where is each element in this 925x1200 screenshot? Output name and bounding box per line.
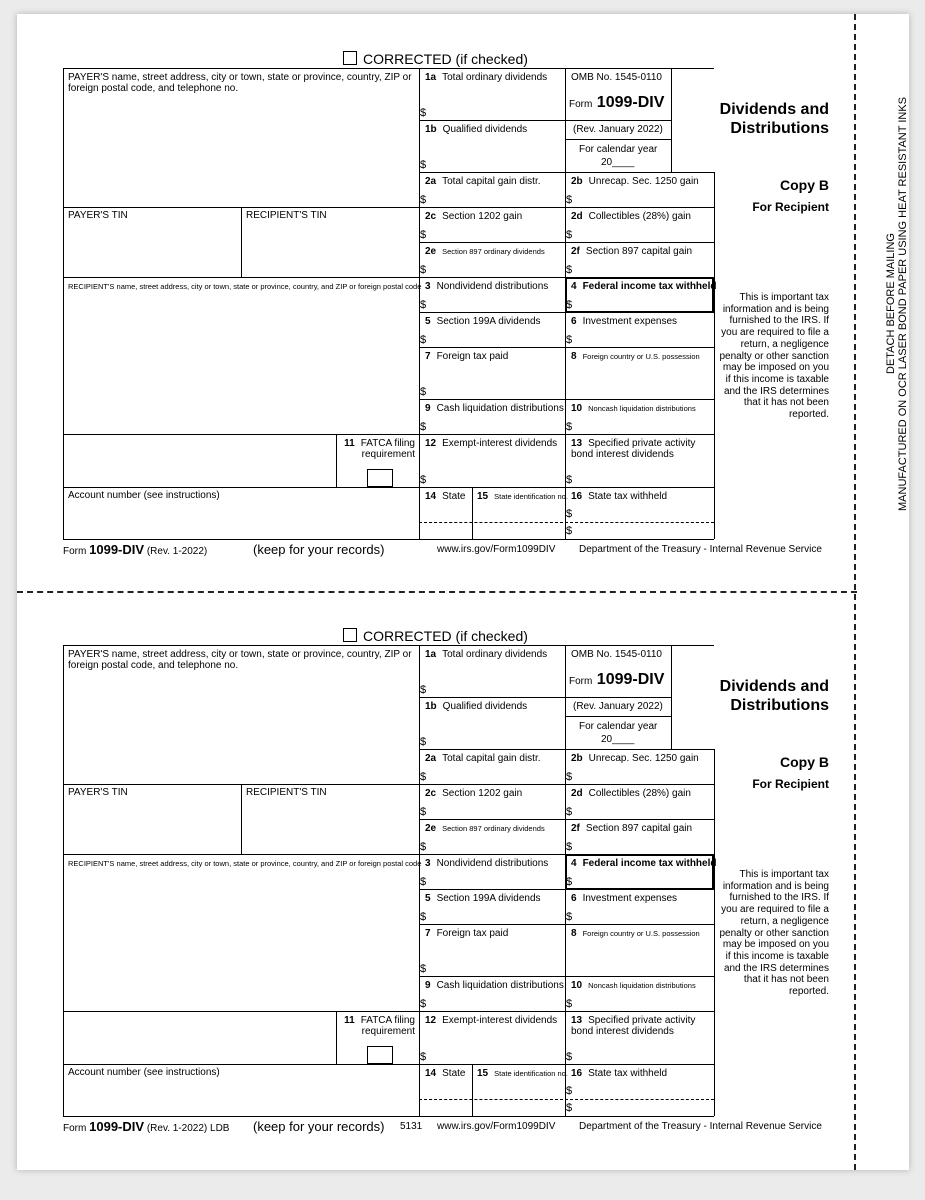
box-2c-dollar: $ <box>420 806 427 818</box>
box-12-dollar: $ <box>420 1051 427 1063</box>
box-15-label: 15 State identification no. <box>477 491 568 502</box>
box-2d-label: 2d Collectibles (28%) gain <box>571 211 691 222</box>
box-2b-label: 2b Unrecap. Sec. 1250 gain <box>571 176 699 187</box>
box-1b-dollar: $ <box>420 159 427 171</box>
box-10-dollar: $ <box>566 421 573 433</box>
box-2c-dollar: $ <box>420 229 427 241</box>
box-13-dollar: $ <box>566 474 573 486</box>
box-2f-label: 2f Section 897 capital gain <box>571 246 693 257</box>
box-12-label: 12 Exempt-interest dividends <box>425 1015 558 1026</box>
footer-department: Department of the Treasury - Internal Revenue Service <box>579 544 822 555</box>
corrected-checkbox-row[interactable] <box>343 51 528 67</box>
box-7-label: 7 Foreign tax paid <box>425 351 509 362</box>
box-9-dollar: $ <box>420 421 427 433</box>
box-1a-dollar: $ <box>420 107 427 119</box>
box-4-dollar: $ <box>566 299 573 311</box>
account-number-label: Account number (see instructions) <box>68 1067 220 1078</box>
recipient-tin-label: RECIPIENT'S TIN <box>246 787 327 798</box>
form-number: Form 1099-DIV <box>569 671 665 688</box>
box-2f-dollar: $ <box>566 264 573 276</box>
corrected-checkbox[interactable] <box>343 51 357 65</box>
calendar-year-label: For calendar year <box>579 144 658 155</box>
footer-department: Department of the Treasury - Internal Revenue Service <box>579 1121 822 1132</box>
box-4-label: 4 Federal income tax withheld <box>571 858 717 869</box>
box-10-label: 10 Noncash liquidation distributions <box>571 403 696 414</box>
recipient-tin-label: RECIPIENT'S TIN <box>246 210 327 221</box>
box-16-dollar-2: $ <box>566 1102 573 1114</box>
box-2e-dollar: $ <box>420 841 427 853</box>
box-3-label: 3 Nondividend distributions <box>425 858 549 869</box>
vertical-cut-line <box>854 14 856 1170</box>
form-copy-bottom <box>17 591 857 1134</box>
footer-url: www.irs.gov/Form1099DIV <box>437 1121 556 1132</box>
box-4-dollar: $ <box>566 876 573 888</box>
box-1b-label: 1b Qualified dividends <box>425 124 528 135</box>
box-3-dollar: $ <box>420 876 427 888</box>
account-number-label: Account number (see instructions) <box>68 490 220 501</box>
box-8-label: 8 Foreign country or U.S. possession <box>571 351 700 362</box>
box-7-dollar: $ <box>420 963 427 975</box>
for-recipient-label: For Recipient <box>752 200 829 214</box>
for-recipient-label: For Recipient <box>752 777 829 791</box>
fatca-label: 11 FATCA filing requirement <box>344 438 415 460</box>
box-13-label: 13 Specified private activity bond interest dividends <box>571 1015 696 1037</box>
form-revision: (Rev. January 2022) <box>573 701 663 712</box>
form-title: Dividends and Distributions <box>719 101 829 137</box>
footer-code: 5131 <box>400 1121 423 1132</box>
box-2f-dollar: $ <box>566 841 573 853</box>
footer-form-id: Form 1099-DIV (Rev. 1-2022) LDB <box>63 1119 230 1134</box>
box-5-label: 5 Section 199A dividends <box>425 893 541 904</box>
box-9-label: 9 Cash liquidation distributions <box>425 403 564 414</box>
box-6-dollar: $ <box>566 334 573 346</box>
box-10-dollar: $ <box>566 998 573 1010</box>
omb-number: OMB No. 1545-0110 <box>571 649 662 660</box>
box-2a-label: 2a Total capital gain distr. <box>425 176 541 187</box>
box-1b-dollar: $ <box>420 736 427 748</box>
box-15-label: 15 State identification no. <box>477 1068 568 1079</box>
footer-url: www.irs.gov/Form1099DIV <box>437 544 556 555</box>
box-6-label: 6 Investment expenses <box>571 893 678 904</box>
box-4-label: 4 Federal income tax withheld <box>571 281 717 292</box>
box-2c-label: 2c Section 1202 gain <box>425 788 523 799</box>
footer-keep: (keep for your records) <box>253 1119 385 1134</box>
recipient-name-label: RECIPIENT'S name, street address, city or town, state or province, country, and ZIP or foreign postal code <box>68 859 422 868</box>
box-2f-label: 2f Section 897 capital gain <box>571 823 693 834</box>
footer-form-id: Form 1099-DIV (Rev. 1-2022) <box>63 542 208 557</box>
box-16-dollar-1: $ <box>566 1085 573 1097</box>
box-6-label: 6 Investment expenses <box>571 316 678 327</box>
box-2a-dollar: $ <box>420 194 427 206</box>
box-2b-dollar: $ <box>566 771 573 783</box>
box-14-label: 14 State <box>425 1068 466 1079</box>
box-2a-dollar: $ <box>420 771 427 783</box>
box-6-dollar: $ <box>566 911 573 923</box>
box-13-dollar: $ <box>566 1051 573 1063</box>
box-1a-dollar: $ <box>420 684 427 696</box>
box-2a-label: 2a Total capital gain distr. <box>425 753 541 764</box>
box-7-dollar: $ <box>420 386 427 398</box>
calendar-year-value: 20____ <box>601 157 635 168</box>
copy-label: Copy B <box>780 177 829 193</box>
box-9-dollar: $ <box>420 998 427 1010</box>
box-2e-label: 2e Section 897 ordinary dividends <box>425 246 545 257</box>
box-7-label: 7 Foreign tax paid <box>425 928 509 939</box>
box-1b-label: 1b Qualified dividends <box>425 701 528 712</box>
corrected-label: CORRECTED (if checked) <box>363 628 528 644</box>
box-2c-label: 2c Section 1202 gain <box>425 211 523 222</box>
form-revision: (Rev. January 2022) <box>573 124 663 135</box>
corrected-checkbox-row[interactable] <box>343 628 528 644</box>
box-14-label: 14 State <box>425 491 466 502</box>
box-2d-label: 2d Collectibles (28%) gain <box>571 788 691 799</box>
box-3-dollar: $ <box>420 299 427 311</box>
box-2b-label: 2b Unrecap. Sec. 1250 gain <box>571 753 699 764</box>
payer-tin-label: PAYER'S TIN <box>68 210 128 221</box>
calendar-year-value: 20____ <box>601 734 635 745</box>
box-16-dollar-1: $ <box>566 508 573 520</box>
form-sheet <box>17 14 909 1170</box>
box-2d-dollar: $ <box>566 229 573 241</box>
corrected-checkbox[interactable] <box>343 628 357 642</box>
box-2e-label: 2e Section 897 ordinary dividends <box>425 823 545 834</box>
corrected-label: CORRECTED (if checked) <box>363 51 528 67</box>
box-5-dollar: $ <box>420 334 427 346</box>
box-2b-dollar: $ <box>566 194 573 206</box>
form-copy-top <box>17 14 857 557</box>
fatca-checkbox[interactable] <box>367 1046 393 1064</box>
notice-text: This is important tax information and is being furnished to the IRS. If you are required to file a return, a negligence penalty or other sanction may be imposed on you if this income is taxable and the IRS determines that it has not been reported. <box>719 869 829 998</box>
fatca-checkbox[interactable] <box>367 469 393 487</box>
calendar-year-label: For calendar year <box>579 721 658 732</box>
payer-tin-label: PAYER'S TIN <box>68 787 128 798</box>
omb-number: OMB No. 1545-0110 <box>571 72 662 83</box>
recipient-name-label: RECIPIENT'S name, street address, city or town, state or province, country, and ZIP or foreign postal code <box>68 282 422 291</box>
box-12-label: 12 Exempt-interest dividends <box>425 438 558 449</box>
box-13-label: 13 Specified private activity bond interest dividends <box>571 438 696 460</box>
box-1a-label: 1a Total ordinary dividends <box>425 72 548 83</box>
box-2d-dollar: $ <box>566 806 573 818</box>
box-5-dollar: $ <box>420 911 427 923</box>
notice-text: This is important tax information and is being furnished to the IRS. If you are required to file a return, a negligence penalty or other sanction may be imposed on you if this income is taxable and the IRS determines that it has not been reported. <box>719 292 829 421</box>
box-10-label: 10 Noncash liquidation distributions <box>571 980 696 991</box>
margin-notice <box>885 74 909 534</box>
box-3-label: 3 Nondividend distributions <box>425 281 549 292</box>
payer-name-label: PAYER'S name, street address, city or town, state or province, country, ZIP or foreign postal code, and telephone no. <box>68 649 412 671</box>
box-9-label: 9 Cash liquidation distributions <box>425 980 564 991</box>
box-1a-label: 1a Total ordinary dividends <box>425 649 548 660</box>
box-8-label: 8 Foreign country or U.S. possession <box>571 928 700 939</box>
margin-detach-text: DETACH BEFORE MAILING <box>885 233 897 375</box>
box-12-dollar: $ <box>420 474 427 486</box>
copy-label: Copy B <box>780 754 829 770</box>
box-16-dollar-2: $ <box>566 525 573 537</box>
payer-name-label: PAYER'S name, street address, city or town, state or province, country, ZIP or foreign postal code, and telephone no. <box>68 72 412 94</box>
box-16-label: 16 State tax withheld <box>571 1068 668 1079</box>
box-2e-dollar: $ <box>420 264 427 276</box>
form-number: Form 1099-DIV <box>569 94 665 111</box>
footer-keep: (keep for your records) <box>253 542 385 557</box>
box-5-label: 5 Section 199A dividends <box>425 316 541 327</box>
margin-paper-text: MANUFACTURED ON OCR LASER BOND PAPER USING HEAT RESISTANT INKS <box>897 97 909 511</box>
form-title: Dividends and Distributions <box>719 678 829 714</box>
box-16-label: 16 State tax withheld <box>571 491 668 502</box>
fatca-label: 11 FATCA filing requirement <box>344 1015 415 1037</box>
